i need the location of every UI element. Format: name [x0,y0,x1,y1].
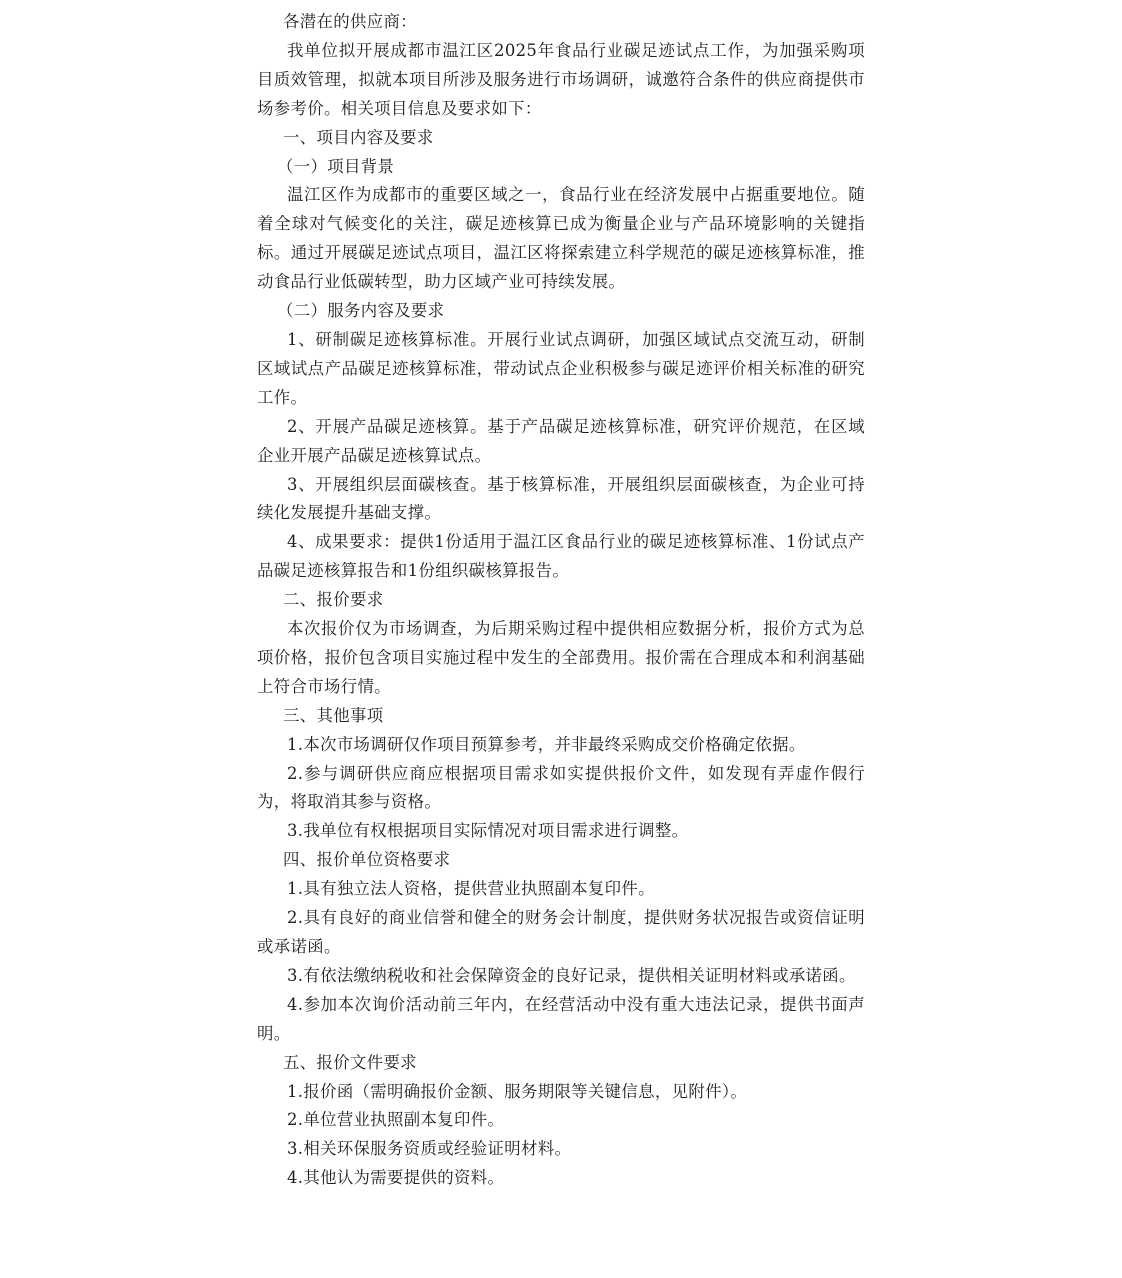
service-item: 1、研制碳足迹核算标准。开展行业试点调研，加强区域试点交流互动，研制区域试点产品碳足迹核算标准，带动试点企业积极参与碳足迹评价相关标准的研究工作。 [257,329,865,407]
service-item: 3、开展组织层面碳核查。基于核算标准，开展组织层面碳核查，为企业可持续化发展提升基础支撑。 [257,474,865,523]
other-item: 2.参与调研供应商应根据项目需求如实提供报价文件，如发现有弄虚作假行为，将取消其参与资格。 [257,763,865,812]
section-3-title: 三、其他事项 [283,705,384,725]
qualification-item: 2.具有良好的商业信誉和健全的财务会计制度，提供财务状况报告或资信证明或承诺函。 [257,908,865,956]
service-item: 2、开展产品碳足迹核算。基于产品碳足迹核算标准，研究评价规范，在区域企业开展产品碳足迹核算试点。 [257,416,865,465]
other-item: 1.本次市场调研仅作项目预算参考，并非最终采购成交价格确定依据。 [287,734,806,754]
qualification-item: 1.具有独立法人资格，提供营业执照副本复印件。 [287,879,655,899]
other-item: 3.我单位有权根据项目实际情况对项目需求进行调整。 [287,821,689,841]
file-requirement-item: 3.相关环保服务资质或经验证明材料。 [287,1139,572,1159]
intro-paragraph: 我单位拟开展成都市温江区2025年食品行业碳足迹试点工作，为加强采购项目质效管理，拟就本项目所涉及服务进行市场调研，诚邀符合条件的供应商提供市场参考价。相关项目信息及要求如下： [257,40,865,118]
section-1-2-title: （二）服务内容及要求 [277,301,445,321]
document-body [257,8,865,1193]
section-2-title: 二、报价要求 [283,590,384,610]
section-1-1-title: （一）项目背景 [277,156,395,176]
service-item: 4、成果要求：提供1份适用于温江区食品行业的碳足迹核算标准、1份试点产品碳足迹核算报告和1份组织碳核算报告。 [257,532,865,581]
file-requirement-item: 2.单位营业执照副本复印件。 [287,1110,505,1130]
qualification-item: 3.有依法缴纳税收和社会保障资金的良好记录，提供相关证明材料或承诺函。 [287,965,856,985]
file-requirement-item: 4.其他认为需要提供的资料。 [287,1168,505,1188]
qualification-item: 4.参加本次询价活动前三年内，在经营活动中没有重大违法记录，提供书面声明。 [257,994,865,1043]
file-requirement-item: 1.报价函（需明确报价金额、服务期限等关键信息，见附件）。 [287,1081,748,1101]
quotation-paragraph: 本次报价仅为市场调查，为后期采购过程中提供相应数据分析，报价方式为总项价格，报价包含项目实施过程中发生的全部费用。报价需在合理成本和利润基础上符合市场行情。 [257,619,865,696]
background-paragraph: 温江区作为成都市的重要区域之一，食品行业在经济发展中占据重要地位。随着全球对气候变化的关注，碳足迹核算已成为衡量企业与产品环境影响的关键指标。通过开展碳足迹试点项目，温江区将探索建立科学规范的碳足迹核算标准，推动食品行业低碳转型，助力区域产业可持续发展。 [257,185,865,292]
section-5-title: 五、报价文件要求 [283,1052,417,1072]
salutation: 各潜在的供应商： [283,12,417,31]
section-4-title: 四、报价单位资格要求 [283,850,451,870]
section-1-title: 一、项目内容及要求 [283,127,434,147]
